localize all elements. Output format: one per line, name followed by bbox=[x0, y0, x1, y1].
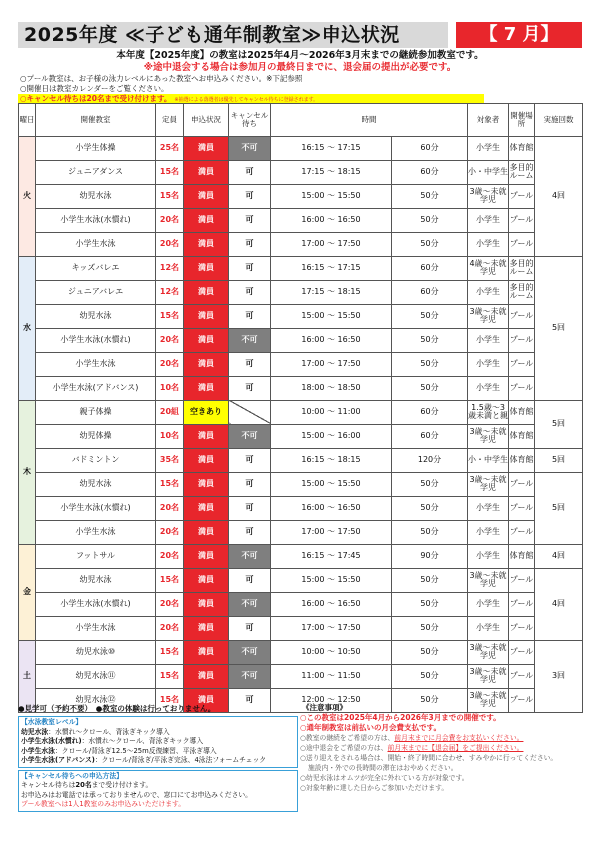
cancel-wait-cell: 可 bbox=[229, 472, 271, 496]
sessions-cell: 3回 bbox=[535, 640, 583, 712]
capacity-cell: 25名 bbox=[156, 136, 184, 160]
sessions-cell: 4回 bbox=[535, 544, 583, 568]
time-cell: 16:00 ～ 16:50 bbox=[271, 496, 392, 520]
target-cell: 小学生 bbox=[468, 376, 509, 400]
capacity-cell: 12名 bbox=[156, 256, 184, 280]
time-cell: 16:15 ～ 17:45 bbox=[271, 544, 392, 568]
col-status: 申込状況 bbox=[184, 104, 229, 137]
time-cell: 15:00 ～ 15:50 bbox=[271, 472, 392, 496]
duration-cell: 60分 bbox=[392, 136, 468, 160]
intro-line-1: 本年度【2025年度】の教室は2025年4月～2026年3月末までの継続参加教室です。 bbox=[116, 50, 484, 61]
class-name-cell: 幼児水泳⑪ bbox=[36, 664, 156, 688]
status-cell: 満員 bbox=[184, 376, 229, 400]
day-cell: 水 bbox=[19, 256, 36, 400]
cancel-wait-cell: 可 bbox=[229, 256, 271, 280]
visit-note: ●見学可（予約不要） ●教室の体験は行っておりません。 bbox=[18, 704, 216, 713]
duration-cell: 50分 bbox=[392, 232, 468, 256]
time-cell: 15:00 ～ 16:00 bbox=[271, 424, 392, 448]
target-cell: 小学生 bbox=[468, 496, 509, 520]
capacity-cell: 20名 bbox=[156, 616, 184, 640]
duration-cell: 50分 bbox=[392, 328, 468, 352]
cancel-wait-cell: 可 bbox=[229, 688, 271, 712]
schedule-body bbox=[19, 136, 583, 712]
time-cell: 12:00 ～ 12:50 bbox=[271, 688, 392, 712]
sessions-cell: 4回 bbox=[535, 568, 583, 640]
time-cell: 15:00 ～ 15:50 bbox=[271, 304, 392, 328]
capacity-cell: 20名 bbox=[156, 544, 184, 568]
schedule-table bbox=[18, 103, 583, 713]
target-cell: 3歳～未就学児 bbox=[468, 184, 509, 208]
duration-cell: 50分 bbox=[392, 520, 468, 544]
table-row bbox=[19, 232, 583, 256]
table-row bbox=[19, 544, 583, 568]
duration-cell: 60分 bbox=[392, 256, 468, 280]
capacity-cell: 20名 bbox=[156, 520, 184, 544]
class-name-cell: 幼児水泳 bbox=[36, 304, 156, 328]
note-item: ○対象年齢に達した日からご参加いただけます。 bbox=[300, 784, 449, 792]
table-row bbox=[19, 304, 583, 328]
sessions-cell: 5回 bbox=[535, 448, 583, 472]
class-name-cell: 幼児体操 bbox=[36, 424, 156, 448]
place-cell: 体育館 bbox=[509, 136, 535, 160]
class-name-cell: フットサル bbox=[36, 544, 156, 568]
status-cell: 満員 bbox=[184, 616, 229, 640]
col-sessions: 実施回数 bbox=[535, 104, 583, 137]
duration-cell: 90分 bbox=[392, 544, 468, 568]
table-row bbox=[19, 184, 583, 208]
swim-level-box bbox=[18, 716, 298, 768]
place-cell: プール bbox=[509, 568, 535, 592]
table-row bbox=[19, 160, 583, 184]
class-name-cell: バドミントン bbox=[36, 448, 156, 472]
capacity-cell: 20名 bbox=[156, 592, 184, 616]
class-name-cell: 小学生水泳(アドバンス) bbox=[36, 376, 156, 400]
cancel-wait-cell: 可 bbox=[229, 304, 271, 328]
capacity-cell: 10名 bbox=[156, 376, 184, 400]
time-cell: 10:00 ～ 10:50 bbox=[271, 640, 392, 664]
cancel-wait-cell: 可 bbox=[229, 232, 271, 256]
cancel-wait-cell: 不可 bbox=[229, 136, 271, 160]
time-cell: 17:15 ～ 18:15 bbox=[271, 160, 392, 184]
col-time: 時間 bbox=[271, 104, 468, 137]
duration-cell: 50分 bbox=[392, 184, 468, 208]
capacity-cell: 15名 bbox=[156, 160, 184, 184]
target-cell: 小学生 bbox=[468, 280, 509, 304]
class-name-cell: 小学生体操 bbox=[36, 136, 156, 160]
target-cell: 3歳～未就学児 bbox=[468, 304, 509, 328]
class-name-cell: 幼児水泳 bbox=[36, 568, 156, 592]
intro-line-3: ○プール教室は、お子様の泳力レベルにあった教室へお申込みください。※下記参照 bbox=[20, 74, 303, 83]
class-name-cell: 小学生水泳 bbox=[36, 232, 156, 256]
status-cell: 満員 bbox=[184, 160, 229, 184]
cancel-item: お申込みはお電話では承っておりませんので、窓口にてお申込みください。 bbox=[21, 790, 252, 799]
target-cell: 小学生 bbox=[468, 328, 509, 352]
class-name-cell: 小学生水泳 bbox=[36, 352, 156, 376]
table-row bbox=[19, 616, 583, 640]
time-cell: 16:00 ～ 16:50 bbox=[271, 328, 392, 352]
duration-cell: 50分 bbox=[392, 304, 468, 328]
target-cell: 3歳～未就学児 bbox=[468, 568, 509, 592]
place-cell: プール bbox=[509, 496, 535, 520]
target-cell: 小学生 bbox=[468, 544, 509, 568]
status-cell: 満員 bbox=[184, 592, 229, 616]
note-item: ○教室の継続をご希望の方は、前月末までに月会費をお支払いください。 bbox=[300, 734, 524, 742]
cancel-wait-cell: 可 bbox=[229, 448, 271, 472]
status-cell: 満員 bbox=[184, 664, 229, 688]
status-cell: 満員 bbox=[184, 448, 229, 472]
notes-title: 《注意事項》 bbox=[302, 703, 347, 712]
sessions-cell: 4回 bbox=[535, 136, 583, 256]
status-cell: 満員 bbox=[184, 472, 229, 496]
class-name-cell: 幼児水泳 bbox=[36, 184, 156, 208]
class-name-cell: 幼児水泳 bbox=[36, 472, 156, 496]
col-capacity: 定員 bbox=[156, 104, 184, 137]
cancel-wait-cell: 不可 bbox=[229, 328, 271, 352]
duration-cell: 50分 bbox=[392, 208, 468, 232]
target-cell: 小学生 bbox=[468, 592, 509, 616]
status-cell: 満員 bbox=[184, 208, 229, 232]
col-day: 曜日 bbox=[19, 104, 36, 137]
footer-notes bbox=[18, 703, 582, 831]
table-row bbox=[19, 280, 583, 304]
class-name-cell: 小学生水泳 bbox=[36, 520, 156, 544]
target-cell: 小学生 bbox=[468, 208, 509, 232]
status-cell: 満員 bbox=[184, 520, 229, 544]
status-cell: 満員 bbox=[184, 496, 229, 520]
status-cell: 満員 bbox=[184, 640, 229, 664]
status-cell: 満員 bbox=[184, 256, 229, 280]
class-name-cell: 幼児水泳⑩ bbox=[36, 640, 156, 664]
duration-cell: 60分 bbox=[392, 400, 468, 424]
status-cell: 満員 bbox=[184, 304, 229, 328]
place-cell: 多目的ルーム bbox=[509, 160, 535, 184]
table-row bbox=[19, 448, 583, 472]
table-row bbox=[19, 256, 583, 280]
status-cell: 満員 bbox=[184, 424, 229, 448]
level-item: 小学生水泳(水慣れ)：水慣れ～クロール、背泳ぎキック導入 bbox=[21, 737, 204, 745]
table-header-row bbox=[19, 104, 583, 137]
duration-cell: 50分 bbox=[392, 688, 468, 712]
time-cell: 17:15 ～ 18:15 bbox=[271, 280, 392, 304]
capacity-cell: 15名 bbox=[156, 640, 184, 664]
status-cell: 満員 bbox=[184, 328, 229, 352]
target-cell: 小・中学生 bbox=[468, 448, 509, 472]
capacity-cell: 15名 bbox=[156, 304, 184, 328]
capacity-cell: 15名 bbox=[156, 184, 184, 208]
col-class: 開催教室 bbox=[36, 104, 156, 137]
target-cell: 3歳～未就学児 bbox=[468, 640, 509, 664]
place-cell: 体育館 bbox=[509, 424, 535, 448]
sessions-cell: 5回 bbox=[535, 472, 583, 544]
target-cell: 3歳～未就学児 bbox=[468, 472, 509, 496]
duration-cell: 50分 bbox=[392, 616, 468, 640]
cancel-wait-cell: 不可 bbox=[229, 544, 271, 568]
place-cell: プール bbox=[509, 592, 535, 616]
class-name-cell: 小学生水泳(水慣れ) bbox=[36, 496, 156, 520]
place-cell: プール bbox=[509, 640, 535, 664]
place-cell: プール bbox=[509, 304, 535, 328]
time-cell: 16:00 ～ 16:50 bbox=[271, 208, 392, 232]
place-cell: 多目的ルーム bbox=[509, 280, 535, 304]
place-cell: プール bbox=[509, 184, 535, 208]
place-cell: 体育館 bbox=[509, 400, 535, 424]
place-cell: プール bbox=[509, 616, 535, 640]
place-cell: プール bbox=[509, 208, 535, 232]
class-name-cell: 親子体操 bbox=[36, 400, 156, 424]
place-cell: プール bbox=[509, 688, 535, 712]
cancel-wait-cell: 可 bbox=[229, 496, 271, 520]
table-row bbox=[19, 472, 583, 496]
duration-cell: 50分 bbox=[392, 664, 468, 688]
table-row bbox=[19, 496, 583, 520]
place-cell: プール bbox=[509, 376, 535, 400]
note-item: 施設内・外での長時間の滞在はおやめください。 bbox=[308, 764, 458, 772]
capacity-cell: 20名 bbox=[156, 232, 184, 256]
status-cell: 満員 bbox=[184, 544, 229, 568]
table-row bbox=[19, 376, 583, 400]
level-item: 小学生水泳(アドバンス)：クロール/背泳ぎ/平泳ぎ完泳、4泳法フォームチェック bbox=[21, 756, 267, 764]
cancel-wait-cell: 可 bbox=[229, 352, 271, 376]
duration-cell: 50分 bbox=[392, 376, 468, 400]
table-row bbox=[19, 640, 583, 664]
table-row bbox=[19, 424, 583, 448]
target-cell: 1.5歳～3歳未満と親 bbox=[468, 400, 509, 424]
class-name-cell: キッズバレエ bbox=[36, 256, 156, 280]
time-cell: 18:00 ～ 18:50 bbox=[271, 376, 392, 400]
status-cell: 空きあり bbox=[184, 400, 229, 424]
class-name-cell: ジュニアダンス bbox=[36, 160, 156, 184]
cancel-method-title: 【キャンセル待ちへの申込方法】 bbox=[21, 771, 123, 780]
target-cell: 小学生 bbox=[468, 352, 509, 376]
place-cell: プール bbox=[509, 328, 535, 352]
table-row bbox=[19, 400, 583, 424]
cancel-item: プール教室へは1人1教室のみお申込みいただけます。 bbox=[21, 800, 186, 808]
capacity-cell: 15名 bbox=[156, 664, 184, 688]
place-cell: プール bbox=[509, 664, 535, 688]
level-item: 小学生水泳：クロール/背泳ぎ12.5～25m反復練習、平泳ぎ導入 bbox=[21, 746, 217, 755]
capacity-cell: 15名 bbox=[156, 472, 184, 496]
capacity-cell: 15名 bbox=[156, 568, 184, 592]
target-cell: 小学生 bbox=[468, 232, 509, 256]
cancel-item: キャンセル待ちは20名まで受け付けます。 bbox=[21, 781, 153, 789]
time-cell: 11:00 ～ 11:50 bbox=[271, 664, 392, 688]
month-badge: 【 7 月】 bbox=[456, 22, 582, 48]
class-name-cell: ジュニアバレエ bbox=[36, 280, 156, 304]
time-cell: 17:00 ～ 17:50 bbox=[271, 520, 392, 544]
footer-right bbox=[300, 703, 582, 793]
note-item: ○送り迎えをされる場合は、開始・終了時間に合わせ、すみやかに行ってください。 bbox=[300, 754, 558, 762]
status-cell: 満員 bbox=[184, 184, 229, 208]
time-cell: 17:00 ～ 17:50 bbox=[271, 616, 392, 640]
time-cell: 16:15 ～ 17:15 bbox=[271, 256, 392, 280]
duration-cell: 50分 bbox=[392, 640, 468, 664]
capacity-cell: 20名 bbox=[156, 352, 184, 376]
cancel-limit-note: ○キャンセル待ちは20名まで受け付けます。 bbox=[20, 94, 172, 103]
day-cell: 木 bbox=[19, 400, 36, 544]
table-row bbox=[19, 328, 583, 352]
cancel-method-box bbox=[18, 770, 298, 812]
time-cell: 15:00 ～ 15:50 bbox=[271, 184, 392, 208]
target-cell: 3歳～未就学児 bbox=[468, 664, 509, 688]
cancel-wait-cell: 不可 bbox=[229, 640, 271, 664]
capacity-cell: 20名 bbox=[156, 328, 184, 352]
header bbox=[18, 22, 582, 48]
place-cell: プール bbox=[509, 352, 535, 376]
cancel-wait-cell: 可 bbox=[229, 160, 271, 184]
table-row bbox=[19, 136, 583, 160]
footer-left bbox=[18, 703, 298, 812]
cancel-wait-cell: 不可 bbox=[229, 592, 271, 616]
table-row bbox=[19, 352, 583, 376]
status-cell: 満員 bbox=[184, 688, 229, 712]
place-cell: 体育館 bbox=[509, 544, 535, 568]
target-cell: 小学生 bbox=[468, 136, 509, 160]
cancel-wait-cell: 不可 bbox=[229, 424, 271, 448]
duration-cell: 60分 bbox=[392, 424, 468, 448]
duration-cell: 60分 bbox=[392, 160, 468, 184]
capacity-cell: 12名 bbox=[156, 280, 184, 304]
intro-line-2: ※途中退会する場合は参加月の最終日までに、退会届の提出が必要です。 bbox=[143, 62, 457, 73]
place-cell: プール bbox=[509, 232, 535, 256]
duration-cell: 50分 bbox=[392, 496, 468, 520]
class-name-cell: 幼児水泳⑫ bbox=[36, 688, 156, 712]
time-cell: 17:00 ～ 17:50 bbox=[271, 232, 392, 256]
status-cell: 満員 bbox=[184, 568, 229, 592]
time-cell: 10:00 ～ 11:00 bbox=[271, 400, 392, 424]
time-cell: 17:00 ～ 17:50 bbox=[271, 352, 392, 376]
class-name-cell: 小学生水泳(水慣れ) bbox=[36, 592, 156, 616]
day-cell: 火 bbox=[19, 136, 36, 256]
class-name-cell: 小学生水泳(水慣れ) bbox=[36, 328, 156, 352]
note-item: ○幼児水泳はオムツが完全に外れている方が対象です。 bbox=[300, 774, 469, 782]
sessions-cell: 5回 bbox=[535, 256, 583, 400]
table-row bbox=[19, 592, 583, 616]
duration-cell: 120分 bbox=[392, 448, 468, 472]
target-cell: 3歳～未就学児 bbox=[468, 424, 509, 448]
target-cell: 4歳～未就学児 bbox=[468, 256, 509, 280]
time-cell: 15:00 ～ 15:50 bbox=[271, 568, 392, 592]
cancel-wait-cell: 可 bbox=[229, 280, 271, 304]
cancel-wait-cell: 可 bbox=[229, 520, 271, 544]
duration-cell: 50分 bbox=[392, 592, 468, 616]
day-cell: 土 bbox=[19, 640, 36, 712]
place-cell: 多目的ルーム bbox=[509, 256, 535, 280]
col-cancel-wait: キャンセル待ち bbox=[229, 104, 271, 137]
time-cell: 16:15 ～ 18:15 bbox=[271, 448, 392, 472]
col-place: 開催場所 bbox=[509, 104, 535, 137]
target-cell: 小学生 bbox=[468, 616, 509, 640]
sessions-cell: 5回 bbox=[535, 400, 583, 448]
cancel-wait-cell: 可 bbox=[229, 376, 271, 400]
note-item: ○通年制教室は前払いの月会費支払です。 bbox=[300, 723, 441, 732]
duration-cell: 50分 bbox=[392, 568, 468, 592]
note-item: ○途中退会をご希望の方は、前月末までに【退会届】をご提出ください。 bbox=[300, 744, 524, 752]
place-cell: プール bbox=[509, 472, 535, 496]
time-cell: 16:00 ～ 16:50 bbox=[271, 592, 392, 616]
status-cell: 満員 bbox=[184, 352, 229, 376]
intro-line-4: ○開催日は教室カレンダーをご覧ください。 bbox=[20, 84, 169, 93]
table-row bbox=[19, 664, 583, 688]
class-name-cell: 小学生水泳(水慣れ) bbox=[36, 208, 156, 232]
duration-cell: 50分 bbox=[392, 472, 468, 496]
table-row bbox=[19, 520, 583, 544]
status-cell: 満員 bbox=[184, 136, 229, 160]
col-target: 対象者 bbox=[468, 104, 509, 137]
note-item: ○この教室は2025年4月から2026年3月までの開催です。 bbox=[300, 713, 501, 722]
capacity-cell: 20名 bbox=[156, 208, 184, 232]
cancel-priority-note: ※抽選による落選者は優先してキャンセル待ちに登録されます。 bbox=[174, 97, 319, 103]
target-cell: 小学生 bbox=[468, 520, 509, 544]
duration-cell: 50分 bbox=[392, 352, 468, 376]
cancel-wait-cell: 可 bbox=[229, 208, 271, 232]
cancel-wait-cell: 可 bbox=[229, 616, 271, 640]
target-cell: 3歳～未就学児 bbox=[468, 688, 509, 712]
place-cell: プール bbox=[509, 520, 535, 544]
swim-level-title: 【水泳教室レベル】 bbox=[21, 718, 83, 726]
intro-notes bbox=[18, 50, 582, 104]
cancel-wait-cell: 可 bbox=[229, 184, 271, 208]
time-cell: 16:15 ～ 17:15 bbox=[271, 136, 392, 160]
capacity-cell: 15名 bbox=[156, 688, 184, 712]
class-name-cell: 小学生水泳 bbox=[36, 616, 156, 640]
page-title: 2025年度 ≪子ども通年制教室≫申込状況 bbox=[18, 22, 448, 48]
capacity-cell: 20名 bbox=[156, 496, 184, 520]
capacity-cell: 10名 bbox=[156, 424, 184, 448]
duration-cell: 60分 bbox=[392, 280, 468, 304]
cancel-wait-cell: 不可 bbox=[229, 664, 271, 688]
level-item: 幼児水泳：水慣れ～クロール、背泳ぎキック導入 bbox=[21, 727, 170, 736]
capacity-cell: 20組 bbox=[156, 400, 184, 424]
cancel-wait-cell: 可 bbox=[229, 568, 271, 592]
cancel-wait-cell bbox=[229, 400, 271, 424]
table-row bbox=[19, 568, 583, 592]
day-cell: 金 bbox=[19, 544, 36, 640]
status-cell: 満員 bbox=[184, 232, 229, 256]
capacity-cell: 35名 bbox=[156, 448, 184, 472]
status-cell: 満員 bbox=[184, 280, 229, 304]
table-row bbox=[19, 208, 583, 232]
target-cell: 小・中学生 bbox=[468, 160, 509, 184]
place-cell: 体育館 bbox=[509, 448, 535, 472]
